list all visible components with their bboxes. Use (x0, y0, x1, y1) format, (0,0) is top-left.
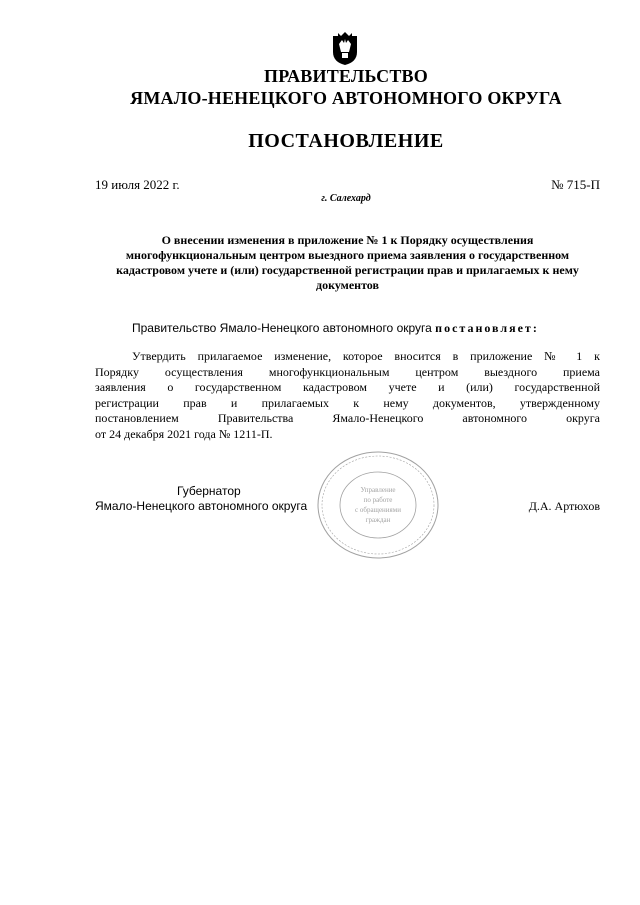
stamp-center-line: граждан (365, 516, 391, 524)
stamp-center-line: Управление (360, 486, 396, 494)
document-date: 19 июля 2022 г. (95, 177, 180, 192)
stamp-center-line: по работе (363, 496, 393, 504)
official-stamp (316, 450, 440, 560)
body-line: постановлением Правительства Ямало-Ненецкого автономного округа (95, 411, 600, 425)
document-number: № 715-П (551, 177, 600, 192)
intro-resolves: постановляет: (435, 321, 539, 335)
signatory-title-line1: Губернатор (177, 484, 241, 498)
body-line: Утвердить прилагаемое изменение, которое вносится в приложение № 1 к (132, 349, 600, 363)
body-line: регистрации прав и прилагаемых к нему документов, утвержденному (95, 395, 600, 410)
body-line: Порядку осуществления многофункциональным центром выездного приема (95, 364, 600, 379)
document-subject: О внесении изменения в приложение № 1 к Порядку осуществления многофункциональным центром выездного приема заявления о государственном кадастровом учете и (или) государственной регистрации прав и прилагаемых к нему документов (116, 233, 579, 292)
signatory-name: Д.А. Артюхов (528, 499, 600, 513)
coat-of-arms-icon (330, 30, 360, 66)
government-title-line1: ПРАВИТЕЛЬСТВО (264, 66, 428, 86)
body-paragraph (95, 349, 600, 442)
stamp-center-line: с обращениями (355, 506, 401, 514)
document-city: г. Салехард (321, 193, 371, 204)
signatory-title-line2: Ямало-Ненецкого автономного округа (95, 499, 308, 513)
document-type-title: ПОСТАНОВЛЕНИЕ (248, 130, 444, 152)
intro-text: Правительство Ямало-Ненецкого автономного округа (132, 321, 436, 335)
intro-paragraph (132, 321, 539, 336)
signatory-title (95, 484, 307, 514)
body-line: заявления о государственном кадастровом учете и (или) государственной (95, 380, 600, 394)
body-line: от 24 декабря 2021 года № 1211-П. (95, 426, 273, 441)
government-title-line2: ЯМАЛО-НЕНЕЦКОГО АВТОНОМНОГО ОКРУГА (130, 88, 562, 108)
